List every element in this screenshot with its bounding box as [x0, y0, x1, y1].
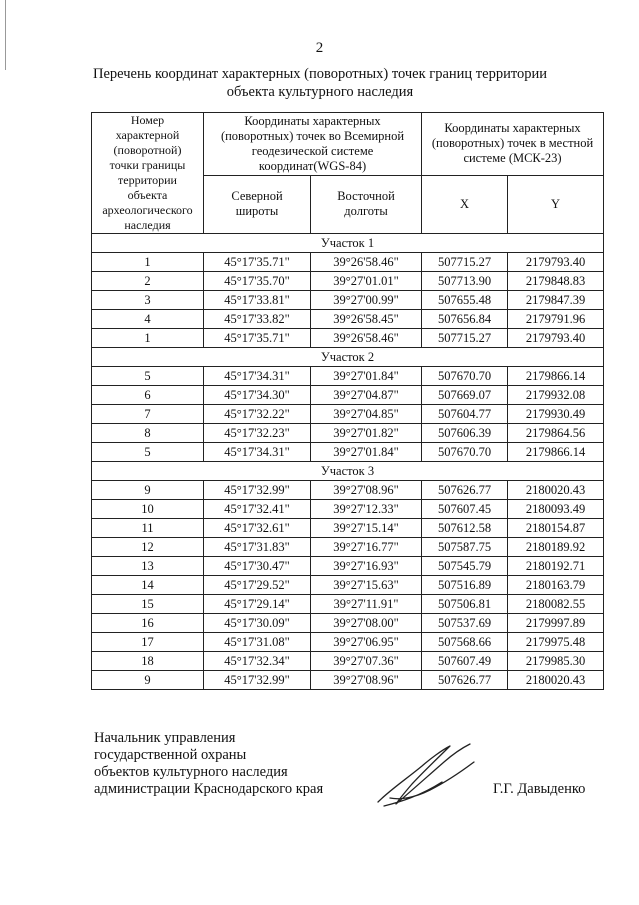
header-line: (поворотных) точек во Всемирной — [220, 128, 405, 143]
table-row — [92, 481, 604, 500]
latitude-cell: 45°17'30.47" — [204, 557, 311, 576]
point-number-cell: 3 — [92, 291, 204, 310]
table-row — [92, 538, 604, 557]
latitude-cell: 45°17'31.08" — [204, 633, 311, 652]
latitude-cell: 45°17'32.22" — [204, 405, 311, 424]
table-row — [92, 405, 604, 424]
table-row — [92, 253, 604, 272]
x-cell: 507516.89 — [422, 576, 508, 595]
table-row — [92, 367, 604, 386]
table-row — [92, 576, 604, 595]
y-cell: 2180020.43 — [508, 481, 604, 500]
x-cell: 507670.70 — [422, 367, 508, 386]
section-row — [92, 462, 604, 481]
section-row — [92, 348, 604, 367]
x-cell: 507537.69 — [422, 614, 508, 633]
y-cell: 2179932.08 — [508, 386, 604, 405]
position-line-3: объектов культурного наследия — [94, 764, 288, 780]
coordinates-table — [91, 112, 604, 690]
latitude-cell: 45°17'34.31" — [204, 367, 311, 386]
table-body — [92, 234, 604, 690]
longitude-cell: 39°27'01.84" — [311, 367, 422, 386]
x-cell: 507670.70 — [422, 443, 508, 462]
longitude-cell: 39°27'15.14" — [311, 519, 422, 538]
signatory-position — [94, 730, 323, 798]
section-title: Участок 2 — [92, 348, 604, 367]
latitude-cell: 45°17'32.23" — [204, 424, 311, 443]
latitude-cell: 45°17'35.71" — [204, 329, 311, 348]
longitude-cell: 39°27'11.91" — [311, 595, 422, 614]
x-cell: 507506.81 — [422, 595, 508, 614]
latitude-cell: 45°17'32.99" — [204, 671, 311, 690]
point-number-cell: 8 — [92, 424, 204, 443]
table-row — [92, 443, 604, 462]
document-title — [40, 65, 600, 101]
longitude-cell: 39°26'58.45" — [311, 310, 422, 329]
title-line-1: Перечень координат характерных (поворотных) точек границ территории — [92, 66, 548, 82]
longitude-cell: 39°27'16.77" — [311, 538, 422, 557]
y-cell: 2179985.30 — [508, 652, 604, 671]
y-cell: 2180192.71 — [508, 557, 604, 576]
longitude-cell: 39°27'04.87" — [311, 386, 422, 405]
x-cell: 507587.75 — [422, 538, 508, 557]
header-msk23 — [422, 113, 604, 176]
header-line: археологического — [102, 203, 193, 217]
x-cell: 507545.79 — [422, 557, 508, 576]
y-cell: 2180020.43 — [508, 671, 604, 690]
y-cell: 2179793.40 — [508, 329, 604, 348]
table-row — [92, 386, 604, 405]
x-cell: 507715.27 — [422, 329, 508, 348]
header-line: Координаты характерных — [444, 121, 581, 136]
point-number-cell: 1 — [92, 253, 204, 272]
handwritten-signature — [370, 740, 480, 815]
section-row — [92, 234, 604, 253]
latitude-cell: 45°17'31.83" — [204, 538, 311, 557]
x-cell: 507626.77 — [422, 671, 508, 690]
header-line: (поворотной) — [113, 143, 182, 157]
point-number-cell: 10 — [92, 500, 204, 519]
point-number-cell: 17 — [92, 633, 204, 652]
longitude-cell: 39°27'04.85" — [311, 405, 422, 424]
latitude-cell: 45°17'29.14" — [204, 595, 311, 614]
latitude-cell: 45°17'34.31" — [204, 443, 311, 462]
header-line: характерной — [115, 128, 180, 142]
x-cell: 507655.48 — [422, 291, 508, 310]
header-y: Y — [508, 175, 604, 233]
table-row — [92, 500, 604, 519]
section-title: Участок 3 — [92, 462, 604, 481]
header-line: геодезической системе — [251, 143, 374, 158]
header-x: X — [422, 175, 508, 233]
longitude-cell: 39°27'06.95" — [311, 633, 422, 652]
longitude-cell: 39°27'07.36" — [311, 652, 422, 671]
point-number-cell: 12 — [92, 538, 204, 557]
table-row — [92, 519, 604, 538]
latitude-cell: 45°17'34.30" — [204, 386, 311, 405]
point-number-cell: 4 — [92, 310, 204, 329]
x-cell: 507607.45 — [422, 500, 508, 519]
position-line-2: государственной охраны — [94, 747, 247, 763]
header-line: наследия — [124, 218, 171, 232]
table-row — [92, 595, 604, 614]
latitude-cell: 45°17'32.41" — [204, 500, 311, 519]
point-number-cell: 13 — [92, 557, 204, 576]
longitude-cell: 39°27'16.93" — [311, 557, 422, 576]
point-number-cell: 15 — [92, 595, 204, 614]
latitude-cell: 45°17'30.09" — [204, 614, 311, 633]
header-line: территории — [118, 173, 177, 187]
point-number-cell: 7 — [92, 405, 204, 424]
header-line: Координаты характерных — [244, 113, 381, 128]
x-cell: 507656.84 — [422, 310, 508, 329]
header-line: (поворотных) точек в местной — [431, 136, 594, 151]
longitude-cell: 39°27'00.99" — [311, 291, 422, 310]
latitude-cell: 45°17'33.81" — [204, 291, 311, 310]
point-number-cell: 1 — [92, 329, 204, 348]
header-line: Номер — [130, 113, 165, 127]
margin-mark — [5, 0, 6, 70]
x-cell: 507713.90 — [422, 272, 508, 291]
x-cell: 507604.77 — [422, 405, 508, 424]
latitude-cell: 45°17'32.61" — [204, 519, 311, 538]
x-cell: 507612.58 — [422, 519, 508, 538]
x-cell: 507568.66 — [422, 633, 508, 652]
point-number-cell: 18 — [92, 652, 204, 671]
x-cell: 507607.49 — [422, 652, 508, 671]
y-cell: 2180154.87 — [508, 519, 604, 538]
longitude-cell: 39°27'08.96" — [311, 671, 422, 690]
longitude-cell: 39°27'01.84" — [311, 443, 422, 462]
x-cell: 507715.27 — [422, 253, 508, 272]
longitude-cell: 39°27'08.00" — [311, 614, 422, 633]
latitude-cell: 45°17'29.52" — [204, 576, 311, 595]
longitude-cell: 39°26'58.46" — [311, 329, 422, 348]
table-row — [92, 652, 604, 671]
latitude-cell: 45°17'32.34" — [204, 652, 311, 671]
table-row — [92, 557, 604, 576]
point-number-cell: 16 — [92, 614, 204, 633]
y-cell: 2180189.92 — [508, 538, 604, 557]
header-line: Восточной — [337, 189, 395, 204]
header-line: системе (МСК-23) — [463, 151, 562, 166]
latitude-cell: 45°17'33.82" — [204, 310, 311, 329]
y-cell: 2179975.48 — [508, 633, 604, 652]
point-number-cell: 11 — [92, 519, 204, 538]
table-row — [92, 291, 604, 310]
table-row — [92, 424, 604, 443]
page-number: 2 — [315, 40, 324, 56]
signatory-name: Г.Г. Давыденко — [493, 781, 586, 797]
header-line: точки границы — [109, 158, 186, 172]
table-row — [92, 329, 604, 348]
point-number-cell: 9 — [92, 481, 204, 500]
table-row — [92, 310, 604, 329]
table-row — [92, 671, 604, 690]
point-number-cell: 5 — [92, 443, 204, 462]
x-cell: 507669.07 — [422, 386, 508, 405]
position-line-4: администрации Краснодарского края — [94, 781, 324, 797]
latitude-cell: 45°17'35.70" — [204, 272, 311, 291]
y-cell: 2179791.96 — [508, 310, 604, 329]
point-number-cell: 14 — [92, 576, 204, 595]
latitude-cell: 45°17'32.99" — [204, 481, 311, 500]
header-north-latitude — [204, 175, 311, 233]
point-number-cell: 9 — [92, 671, 204, 690]
section-title: Участок 1 — [92, 234, 604, 253]
longitude-cell: 39°27'08.96" — [311, 481, 422, 500]
y-cell: 2179848.83 — [508, 272, 604, 291]
table-row — [92, 614, 604, 633]
latitude-cell: 45°17'35.71" — [204, 253, 311, 272]
header-line: координат(WGS-84) — [258, 158, 367, 173]
header-point-number — [92, 113, 204, 234]
table-row — [92, 633, 604, 652]
y-cell: 2180082.55 — [508, 595, 604, 614]
header-east-longitude — [311, 175, 422, 233]
y-cell: 2179930.49 — [508, 405, 604, 424]
header-line: объекта — [127, 188, 168, 202]
y-cell: 2179866.14 — [508, 367, 604, 386]
point-number-cell: 6 — [92, 386, 204, 405]
point-number-cell: 2 — [92, 272, 204, 291]
y-cell: 2179866.14 — [508, 443, 604, 462]
x-cell: 507606.39 — [422, 424, 508, 443]
point-number-cell: 5 — [92, 367, 204, 386]
longitude-cell: 39°26'58.46" — [311, 253, 422, 272]
y-cell: 2179997.89 — [508, 614, 604, 633]
y-cell: 2179847.39 — [508, 291, 604, 310]
header-line: широты — [235, 204, 279, 219]
longitude-cell: 39°27'15.63" — [311, 576, 422, 595]
y-cell: 2180093.49 — [508, 500, 604, 519]
longitude-cell: 39°27'12.33" — [311, 500, 422, 519]
header-line: долготы — [344, 204, 388, 219]
position-line-1: Начальник управления — [94, 730, 236, 746]
x-cell: 507626.77 — [422, 481, 508, 500]
longitude-cell: 39°27'01.82" — [311, 424, 422, 443]
title-line-2: объекта культурного наследия — [226, 84, 414, 100]
table-row — [92, 272, 604, 291]
header-wgs84 — [204, 113, 422, 176]
longitude-cell: 39°27'01.01" — [311, 272, 422, 291]
y-cell: 2179793.40 — [508, 253, 604, 272]
header-line: Северной — [231, 189, 283, 204]
y-cell: 2179864.56 — [508, 424, 604, 443]
y-cell: 2180163.79 — [508, 576, 604, 595]
